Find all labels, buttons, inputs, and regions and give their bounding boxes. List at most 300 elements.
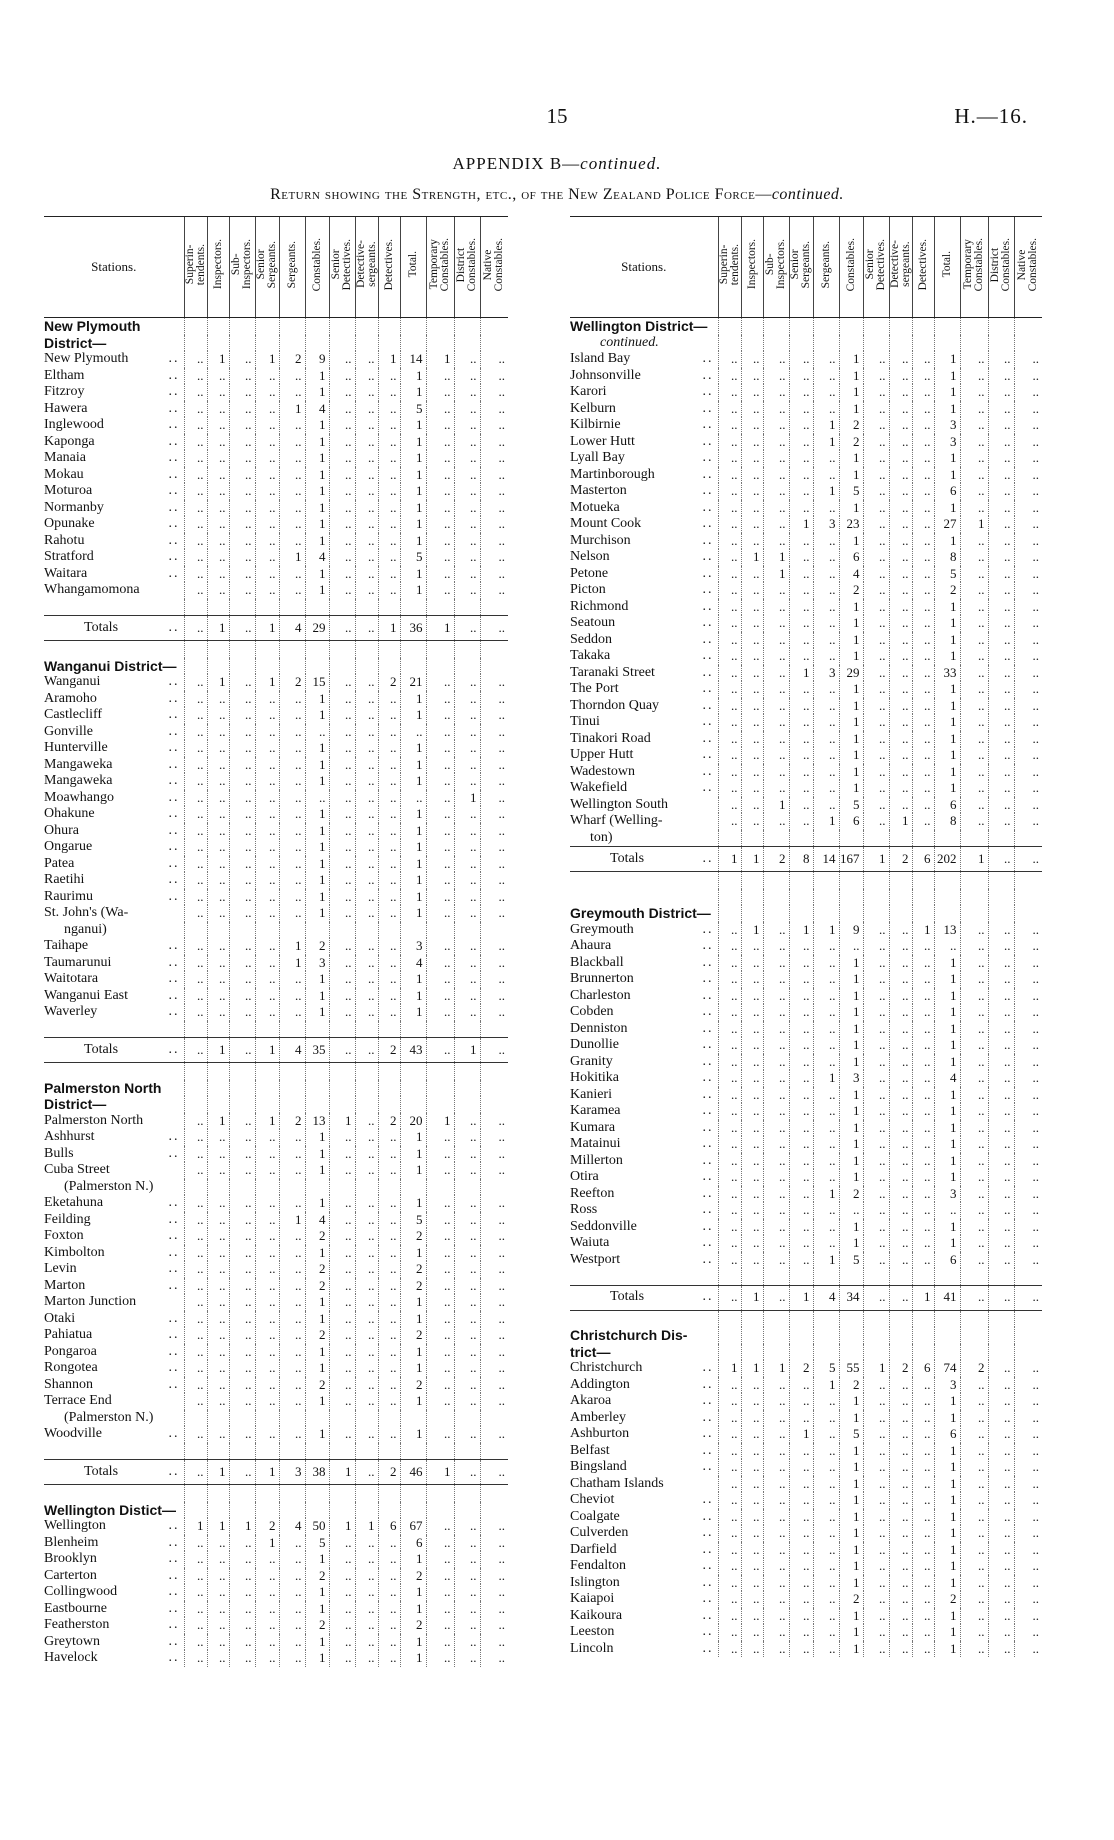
value-cell-temporary-constables: .. [426, 1162, 454, 1179]
value-cell-sergeants: .. [279, 368, 305, 385]
value-cell-temporary-constables: .. [426, 839, 454, 856]
station-row [570, 467, 1042, 484]
value-cell-sergeants: .. [279, 1617, 305, 1634]
value-cell-native-constables: .. [1014, 1186, 1042, 1203]
station-name-cell [570, 905, 718, 922]
value-cell-native-constables: .. [1014, 1624, 1042, 1641]
station-row [570, 1410, 1042, 1427]
station-name-cell [570, 731, 718, 748]
station-row [44, 368, 508, 385]
value-cell-senior-detectives: .. [329, 533, 355, 550]
value-cell-senior-sergeants: 1 [255, 674, 279, 691]
leader-dots: .. [168, 1211, 180, 1227]
value-cell-total: 1 [400, 1393, 426, 1410]
value-cell-constables: 2 [305, 938, 329, 955]
value-cell-district-constables: .. [988, 714, 1014, 731]
station-name-cell [570, 714, 718, 731]
value-cell-total: 3 [934, 417, 960, 434]
leader-dots: .. [168, 516, 180, 531]
station-name-cell [44, 351, 184, 368]
value-cell-senior-detectives: .. [863, 1558, 889, 1575]
station-name-cell [44, 1038, 184, 1063]
value-cell-detective-sergeants: .. [355, 724, 378, 741]
value-cell-superintendents: .. [718, 1120, 741, 1137]
value-cell-detective-sergeants [355, 599, 378, 616]
leader-dots: .. [168, 1004, 180, 1019]
value-cell-senior-detectives: .. [329, 1278, 355, 1295]
value-cell-detective-sergeants: .. [355, 1568, 378, 1585]
value-cell-constables: 5 [839, 483, 863, 500]
value-cell-temporary-constables: .. [960, 1070, 988, 1087]
station-row [44, 533, 508, 550]
leader-dots: .. [168, 806, 180, 821]
value-cell-detective-sergeants [889, 318, 912, 335]
value-cell-district-constables: .. [454, 1327, 480, 1344]
station-name-cell [570, 566, 718, 583]
value-cell-senior-detectives: .. [863, 648, 889, 665]
value-cell-detective-sergeants: 2 [889, 1360, 912, 1377]
value-cell-senior-detectives: .. [863, 764, 889, 781]
value-cell-constables: 2 [305, 1377, 329, 1394]
value-cell-temporary-constables: .. [426, 691, 454, 708]
value-cell-native-constables [480, 1096, 508, 1113]
value-cell-detectives: .. [378, 1278, 400, 1295]
column-header-label: Detectives. [382, 238, 395, 290]
value-cell-temporary-constables: .. [426, 988, 454, 1005]
value-cell-senior-sergeants: .. [789, 1070, 813, 1087]
value-cell-superintendents [184, 1080, 207, 1097]
return-title [0, 186, 1114, 204]
value-cell-detectives [378, 1179, 400, 1196]
value-cell-inspectors: .. [207, 1650, 229, 1667]
value-cell-sergeants: .. [813, 971, 839, 988]
value-cell-constables: 1 [305, 1004, 329, 1021]
value-cell-sergeants: .. [813, 1476, 839, 1493]
value-cell-superintendents: .. [718, 714, 741, 731]
value-cell-total: 1 [400, 905, 426, 922]
value-cell-inspectors: .. [741, 747, 763, 764]
station-name-cell [44, 872, 184, 889]
value-cell-senior-detectives: .. [863, 450, 889, 467]
value-cell-detective-sergeants: .. [355, 483, 378, 500]
value-cell-detective-sergeants: .. [355, 1038, 378, 1063]
value-cell-temporary-constables [426, 1179, 454, 1196]
value-cell-constables: 1 [305, 533, 329, 550]
value-cell-inspectors: .. [741, 1186, 763, 1203]
value-cell-detective-sergeants: .. [355, 674, 378, 691]
leader-dots: .. [702, 417, 714, 432]
value-cell-total: 202 [934, 847, 960, 872]
value-cell-temporary-constables: .. [426, 549, 454, 566]
station-row [570, 1575, 1042, 1592]
station-name: Reefton [570, 1185, 615, 1201]
station-row [570, 483, 1042, 500]
value-cell-senior-detectives: .. [863, 1037, 889, 1054]
value-cell-inspectors: .. [741, 681, 763, 698]
value-cell-detectives: .. [378, 1245, 400, 1262]
value-cell-sub-inspectors: .. [229, 1584, 255, 1601]
leader-dots: .. [168, 565, 180, 581]
column-header-native-constables [1014, 217, 1042, 318]
value-cell-sub-inspectors: .. [229, 1535, 255, 1552]
value-cell-temporary-constables: .. [426, 823, 454, 840]
value-cell-detectives: .. [912, 780, 934, 797]
leader-dots: .. [168, 1633, 180, 1649]
value-cell-sergeants: .. [813, 384, 839, 401]
value-cell-total: .. [400, 790, 426, 807]
value-cell-detective-sergeants: .. [889, 955, 912, 972]
value-cell-sergeants: .. [813, 1136, 839, 1153]
value-cell-total: 1 [400, 500, 426, 517]
value-cell-senior-sergeants: .. [789, 1509, 813, 1526]
value-cell-district-constables: .. [454, 1146, 480, 1163]
value-cell-temporary-constables: .. [960, 1120, 988, 1137]
value-cell-superintendents [184, 922, 207, 939]
station-name: Coalgate [570, 1508, 620, 1524]
value-cell-sub-inspectors: .. [763, 971, 789, 988]
station-name: Kaiapoi [570, 1591, 615, 1606]
value-cell-temporary-constables: .. [426, 1212, 454, 1229]
value-cell-temporary-constables: .. [426, 1278, 454, 1295]
value-cell-sub-inspectors [229, 1096, 255, 1113]
value-cell-senior-detectives: .. [863, 797, 889, 814]
value-cell-district-constables: .. [988, 1575, 1014, 1592]
value-cell-native-constables [1014, 1268, 1042, 1285]
station-name-cell [570, 467, 718, 484]
value-cell-inspectors: .. [741, 1377, 763, 1394]
value-cell-senior-sergeants: .. [255, 1162, 279, 1179]
value-cell-detectives: .. [378, 1601, 400, 1618]
value-cell-senior-detectives: .. [863, 1252, 889, 1269]
value-cell-superintendents: .. [718, 1525, 741, 1542]
value-cell-sub-inspectors: .. [763, 1476, 789, 1493]
station-row [44, 1004, 508, 1021]
value-cell-inspectors: .. [207, 938, 229, 955]
value-cell-detective-sergeants [355, 922, 378, 939]
value-cell-total: 1 [400, 434, 426, 451]
column-header-label: Senior Detectives. [330, 238, 353, 290]
station-name: Tinui [570, 714, 600, 729]
value-cell-senior-detectives: .. [329, 856, 355, 873]
station-name: Karori [570, 384, 607, 399]
value-cell-native-constables: .. [480, 955, 508, 972]
value-cell-superintendents [184, 1485, 207, 1502]
value-cell-constables: 1 [839, 1624, 863, 1641]
value-cell-detectives: 1 [378, 616, 400, 641]
value-cell-native-constables: .. [1014, 599, 1042, 616]
station-name-cell [570, 813, 718, 830]
value-cell-superintendents [718, 872, 741, 889]
value-cell-senior-detectives: .. [863, 1591, 889, 1608]
value-cell-sergeants [813, 318, 839, 335]
value-cell-sergeants: 4 [813, 1285, 839, 1310]
value-cell-sergeants [279, 1485, 305, 1502]
value-cell-senior-detectives: .. [329, 1377, 355, 1394]
station-row [570, 1509, 1042, 1526]
value-cell-sub-inspectors: .. [229, 467, 255, 484]
station-name-cell [570, 434, 718, 451]
district-name: New Plymouth [44, 318, 141, 334]
value-cell-temporary-constables: .. [960, 1492, 988, 1509]
value-cell-senior-detectives: .. [863, 1525, 889, 1542]
leader-dots: .. [168, 1600, 180, 1616]
value-cell-constables: 1 [839, 1235, 863, 1252]
value-cell-district-constables [454, 1443, 480, 1460]
value-cell-senior-sergeants: .. [255, 566, 279, 583]
value-cell-total: .. [400, 724, 426, 741]
station-name: Nelson [570, 549, 610, 564]
value-cell-inspectors [741, 1310, 763, 1327]
value-cell-district-constables [988, 318, 1014, 335]
value-cell-detectives: .. [912, 1624, 934, 1641]
value-cell-superintendents: .. [718, 938, 741, 955]
value-cell-native-constables: .. [1014, 549, 1042, 566]
column-header-label: Sub- Inspectors. [230, 239, 253, 290]
value-cell-detective-sergeants: .. [889, 681, 912, 698]
value-cell-constables: 34 [839, 1285, 863, 1310]
station-name-cell [44, 1485, 184, 1502]
value-cell-sergeants: .. [279, 1004, 305, 1021]
leader-dots: .. [168, 1244, 180, 1260]
station-name: Island Bay [570, 351, 631, 366]
value-cell-native-constables: .. [480, 1228, 508, 1245]
value-cell-sub-inspectors: .. [763, 1558, 789, 1575]
value-cell-total: 1 [934, 467, 960, 484]
value-cell-detective-sergeants: .. [889, 351, 912, 368]
continuation-row [570, 335, 1042, 352]
value-cell-detective-sergeants: .. [355, 1195, 378, 1212]
value-cell-senior-sergeants: .. [255, 988, 279, 1005]
station-name: Waverley [44, 1004, 98, 1019]
totals-row [570, 1285, 1042, 1310]
value-cell-constables: 1 [839, 648, 863, 665]
station-name: Denniston [570, 1020, 628, 1036]
value-cell-total [400, 599, 426, 616]
station-name-cell [44, 434, 184, 451]
value-cell-senior-detectives: .. [329, 839, 355, 856]
value-cell-inspectors: .. [741, 971, 763, 988]
value-cell-temporary-constables: .. [960, 1021, 988, 1038]
value-cell-district-constables: .. [454, 483, 480, 500]
leader-dots: .. [702, 1591, 714, 1606]
value-cell-sub-inspectors: .. [763, 731, 789, 748]
station-name: Takaka [570, 648, 611, 663]
value-cell-constables: 55 [839, 1360, 863, 1377]
station-name: Mangaweka [44, 756, 113, 772]
station-name-cell [44, 318, 184, 335]
value-cell-senior-detectives: .. [863, 615, 889, 632]
value-cell-inspectors [207, 1021, 229, 1038]
value-cell-constables [839, 1268, 863, 1285]
value-cell-district-constables: .. [454, 351, 480, 368]
value-cell-inspectors: .. [207, 549, 229, 566]
value-cell-inspectors: .. [741, 780, 763, 797]
value-cell-detective-sergeants: .. [889, 1624, 912, 1641]
value-cell-inspectors: .. [207, 1228, 229, 1245]
station-name-cell [44, 616, 184, 641]
value-cell-district-constables: .. [988, 1476, 1014, 1493]
value-cell-temporary-constables: .. [426, 516, 454, 533]
station-row [570, 813, 1042, 830]
station-row [44, 1584, 508, 1601]
value-cell-sub-inspectors [763, 830, 789, 847]
value-cell-constables [305, 1179, 329, 1196]
value-cell-constables: 29 [305, 616, 329, 641]
station-name: Greytown [44, 1633, 100, 1649]
value-cell-detective-sergeants: .. [355, 988, 378, 1005]
value-cell-superintendents: .. [184, 1228, 207, 1245]
value-cell-total: 27 [934, 516, 960, 533]
value-cell-inspectors: .. [207, 988, 229, 1005]
value-cell-superintendents: .. [718, 1169, 741, 1186]
value-cell-inspectors: .. [207, 839, 229, 856]
value-cell-senior-detectives: .. [863, 434, 889, 451]
district-name: Christchurch Dis- [570, 1327, 688, 1343]
value-cell-sub-inspectors: .. [763, 780, 789, 797]
leader-dots: .. [168, 1518, 180, 1533]
value-cell-district-constables: .. [988, 780, 1014, 797]
value-cell-inspectors [741, 335, 763, 352]
station-name-cell [570, 1087, 718, 1104]
value-cell-senior-sergeants: .. [789, 1087, 813, 1104]
value-cell-senior-sergeants [789, 830, 813, 847]
station-name: Whangamomona [44, 582, 140, 597]
value-cell-constables: 1 [305, 450, 329, 467]
strength-table-right [570, 216, 1042, 1657]
value-cell-senior-sergeants: 1 [789, 1285, 813, 1310]
value-cell-inspectors: .. [207, 450, 229, 467]
value-cell-superintendents: .. [184, 1212, 207, 1229]
station-name: Pongaroa [44, 1343, 97, 1359]
station-row [570, 417, 1042, 434]
station-name: Patea [44, 855, 75, 871]
value-cell-total: 8 [934, 549, 960, 566]
value-cell-senior-sergeants: .. [789, 401, 813, 418]
value-cell-detective-sergeants [355, 1096, 378, 1113]
value-cell-inspectors: .. [207, 740, 229, 757]
leader-dots: .. [702, 681, 714, 696]
value-cell-senior-detectives [863, 335, 889, 352]
value-cell-temporary-constables: .. [426, 401, 454, 418]
value-cell-temporary-constables: .. [426, 1195, 454, 1212]
value-cell-district-constables: .. [454, 417, 480, 434]
value-cell-temporary-constables: .. [960, 1169, 988, 1186]
value-cell-native-constables [480, 1179, 508, 1196]
value-cell-sub-inspectors: .. [229, 1294, 255, 1311]
value-cell-temporary-constables: .. [960, 1608, 988, 1625]
value-cell-native-constables: .. [480, 1377, 508, 1394]
station-name-cell [44, 1443, 184, 1460]
station-name: Kimbolton [44, 1244, 105, 1260]
value-cell-native-constables: .. [480, 582, 508, 599]
station-name: Islington [570, 1574, 620, 1590]
value-cell-native-constables: .. [1014, 971, 1042, 988]
station-row [570, 1608, 1042, 1625]
leader-dots: .. [702, 1086, 714, 1102]
value-cell-inspectors: .. [741, 764, 763, 781]
value-cell-sergeants: .. [279, 500, 305, 517]
value-cell-inspectors: .. [741, 1169, 763, 1186]
value-cell-inspectors: .. [207, 1261, 229, 1278]
value-cell-senior-sergeants: 2 [255, 1518, 279, 1535]
value-cell-temporary-constables [426, 318, 454, 335]
leader-dots: .. [168, 855, 180, 871]
value-cell-sergeants: 1 [279, 1212, 305, 1229]
station-name: Carterton [44, 1567, 97, 1583]
station-name: Eltham [44, 367, 85, 383]
station-name-cell [44, 1584, 184, 1601]
value-cell-total: 41 [934, 1285, 960, 1310]
value-cell-constables: 1 [839, 955, 863, 972]
value-cell-temporary-constables: .. [960, 1525, 988, 1542]
value-cell-sergeants: .. [813, 1624, 839, 1641]
value-cell-inspectors: .. [207, 1311, 229, 1328]
value-cell-district-constables: .. [988, 1186, 1014, 1203]
value-cell-native-constables: .. [480, 351, 508, 368]
value-cell-superintendents: .. [718, 648, 741, 665]
value-cell-detectives: 2 [378, 1460, 400, 1485]
value-cell-senior-detectives: .. [329, 1393, 355, 1410]
value-cell-detectives: .. [378, 450, 400, 467]
value-cell-native-constables: .. [1014, 714, 1042, 731]
value-cell-native-constables: .. [1014, 467, 1042, 484]
value-cell-total: 1 [400, 384, 426, 401]
value-cell-detectives: .. [912, 1377, 934, 1394]
value-cell-sergeants: .. [279, 450, 305, 467]
value-cell-total: 1 [400, 757, 426, 774]
value-cell-total: 1 [400, 740, 426, 757]
value-cell-sergeants: .. [279, 533, 305, 550]
leader-dots: .. [702, 1393, 714, 1408]
value-cell-senior-sergeants: .. [255, 1212, 279, 1229]
value-cell-detectives: .. [378, 872, 400, 889]
value-cell-senior-sergeants: .. [255, 500, 279, 517]
station-row [570, 1103, 1042, 1120]
value-cell-senior-sergeants: 2 [789, 1360, 813, 1377]
station-name: Christchurch [570, 1360, 643, 1375]
value-cell-inspectors: .. [741, 632, 763, 649]
value-cell-native-constables: .. [1014, 1219, 1042, 1236]
value-cell-detective-sergeants: .. [355, 1393, 378, 1410]
value-cell-senior-detectives: .. [863, 516, 889, 533]
value-cell-native-constables: .. [1014, 698, 1042, 715]
value-cell-inspectors: 1 [207, 1460, 229, 1485]
value-cell-detectives: .. [378, 1634, 400, 1651]
value-cell-sub-inspectors: .. [763, 1624, 789, 1641]
value-cell-sub-inspectors: .. [763, 1202, 789, 1219]
value-cell-temporary-constables: .. [426, 566, 454, 583]
value-cell-superintendents: .. [184, 1460, 207, 1485]
value-cell-sergeants: .. [813, 698, 839, 715]
value-cell-temporary-constables: .. [960, 714, 988, 731]
value-cell-sub-inspectors: .. [763, 938, 789, 955]
value-cell-senior-detectives: .. [863, 665, 889, 682]
station-name-cell [44, 1518, 184, 1535]
value-cell-constables [305, 1096, 329, 1113]
value-cell-temporary-constables: .. [960, 731, 988, 748]
value-cell-sub-inspectors: 1 [763, 549, 789, 566]
station-name-cell [570, 615, 718, 632]
station-name: Wellington [44, 1518, 106, 1533]
value-cell-inspectors: .. [741, 1476, 763, 1493]
value-cell-detectives [912, 318, 934, 335]
value-cell-senior-detectives [329, 641, 355, 658]
value-cell-detectives: .. [378, 549, 400, 566]
station-row [44, 1278, 508, 1295]
value-cell-constables: 1 [839, 368, 863, 385]
value-cell-native-constables: .. [480, 434, 508, 451]
station-name-cell [44, 1113, 184, 1130]
